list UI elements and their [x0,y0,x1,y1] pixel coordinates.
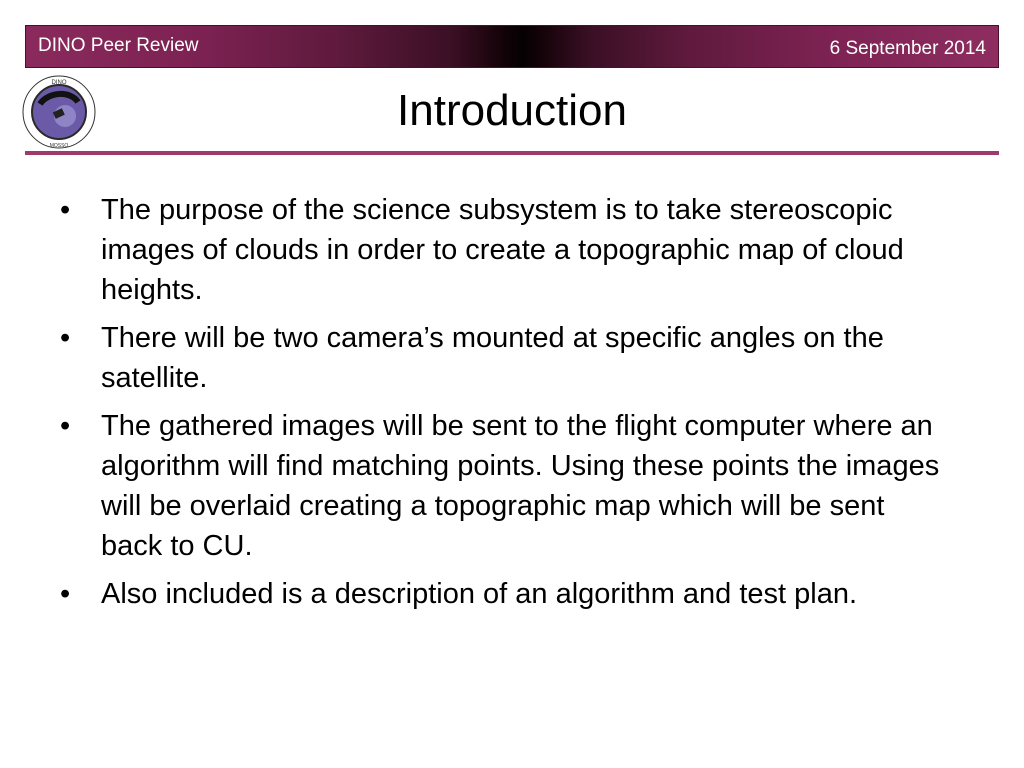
header-date: 6 September 2014 [829,38,986,59]
bullet-item [56,318,946,398]
bullet-marker: • [60,410,71,442]
header-banner [25,25,999,68]
bullet-text: There will be two camera’s mounted at specific angles on the satellite. [101,322,884,394]
bullet-marker: • [60,194,71,226]
header-left-text: DINO Peer Review [38,35,199,56]
bullet-item [56,574,946,614]
bullet-item [56,190,946,310]
logo-bottom-text: MOSSO [49,143,69,149]
bullet-text: The gathered images will be sent to the flight computer where an algorithm will find matching points. Using these points the images will be overlaid creating a topographic map which will be sent back to CU. [101,410,940,562]
bullet-item [56,406,946,566]
slide-title: Introduction [397,86,627,135]
title-divider [25,151,999,155]
bullet-marker: • [60,322,71,354]
logo-top-text: DINO [51,80,67,86]
bullet-marker: • [60,578,71,610]
bullet-text: Also included is a description of an algorithm and test plan. [101,578,858,610]
bullet-list [56,190,946,622]
bullet-text: The purpose of the science subsystem is to take stereoscopic images of clouds in order to create a topographic map of cloud heights. [101,194,904,306]
